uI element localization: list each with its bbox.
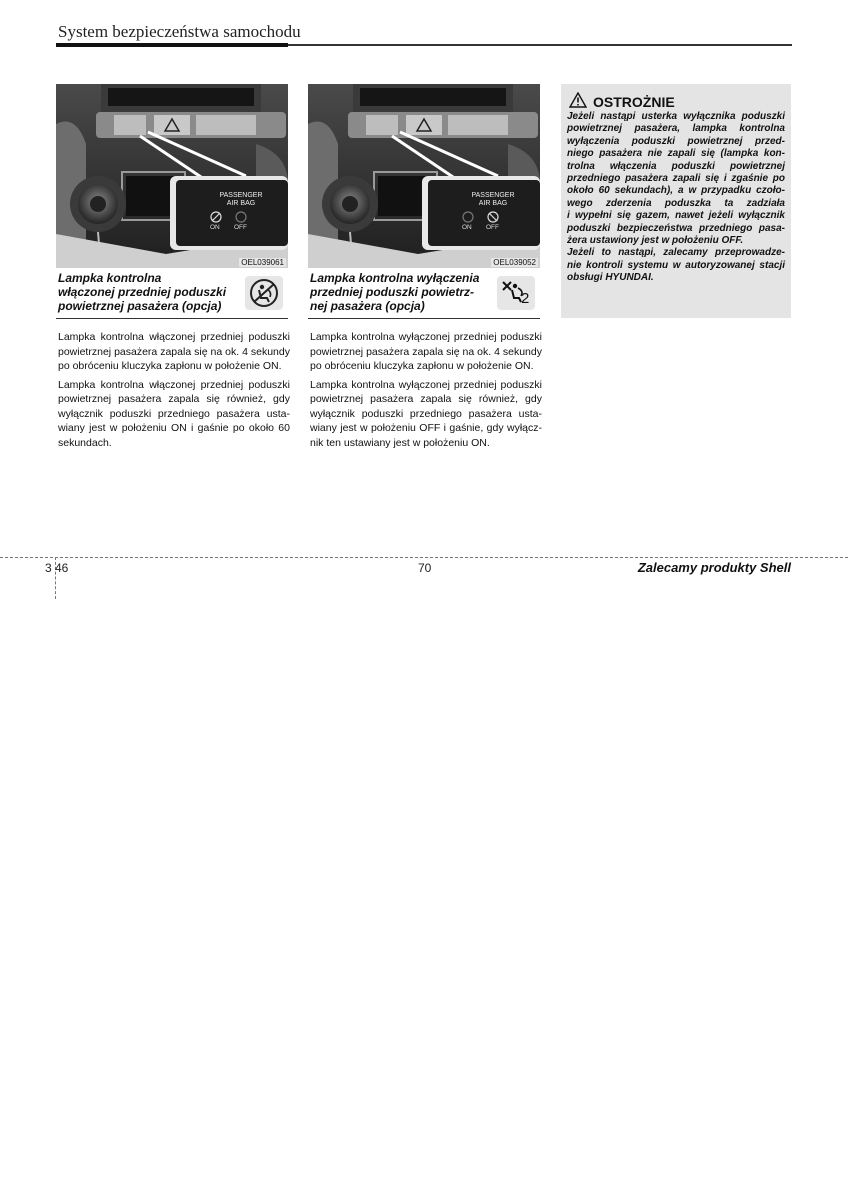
text-line: powietrznej pasażera zapala się również, gdy bbox=[58, 393, 290, 405]
caution-line: Jeżeli nastąpi usterka wyłącznika poduszki bbox=[567, 111, 785, 122]
caution-line: trolna włączenia poduszki powietrznej bbox=[567, 160, 785, 172]
caution-line: przedniego pasażera zapali się i zgaśnie po bbox=[567, 173, 785, 185]
caption-line: Lampka kontrolna wyłączenia bbox=[310, 271, 480, 285]
paragraph bbox=[310, 330, 542, 374]
panel-on-label: ON bbox=[462, 224, 472, 231]
panel-label-airbag: AIR BAG bbox=[478, 200, 508, 207]
caption-rule bbox=[56, 318, 288, 319]
panel-label-passenger: PASSENGER bbox=[471, 192, 515, 199]
caution-line: wego zderzenia poduszka ta zadziała bbox=[567, 197, 785, 209]
text-line: powietrznej pasażera zapala się na ok. 4 sekundy bbox=[310, 345, 542, 358]
passenger-airbag-on-icon bbox=[245, 276, 283, 310]
dashboard-photo-airbag-off bbox=[308, 84, 540, 268]
panel-off-label: OFF bbox=[234, 224, 247, 231]
text-line: wyłącznik poduszki przedniego pasażera usta- bbox=[58, 407, 290, 420]
panel-label-airbag: AIR BAG bbox=[226, 200, 256, 207]
paragraph bbox=[310, 378, 542, 451]
caution-text bbox=[567, 111, 785, 285]
figure-caption bbox=[310, 271, 495, 313]
text-line: wyłącznik poduszki przedniego pasażera usta- bbox=[310, 407, 542, 420]
header-rule-accent bbox=[56, 43, 288, 47]
text-line: wiany jest w położeniu OFF i gaśnie, gdy wyłącz- bbox=[310, 422, 542, 434]
body-text-airbag-off bbox=[310, 330, 542, 454]
page-header-title: System bezpieczeństwa samochodu bbox=[58, 22, 301, 41]
dashboard-photo-airbag-on bbox=[56, 84, 288, 268]
text-line: Lampka kontrolna wyłączonej przedniej poduszki bbox=[310, 378, 542, 391]
text-line: wiany jest w położeniu ON i gaśnie po około 60 bbox=[58, 422, 290, 434]
text-line: sekundach. bbox=[58, 436, 112, 449]
text-line: nik ten ustawiany jest w położeniu ON. bbox=[310, 436, 490, 449]
caption-line: nej pasażera (opcja) bbox=[310, 299, 425, 313]
figure-code: OEL039061 bbox=[241, 258, 284, 267]
text-line: po obróceniu kluczyka zapłonu w położenie ON. bbox=[310, 360, 534, 372]
text-line: powietrznej pasażera zapala się również, gdy bbox=[310, 393, 542, 405]
caption-line: Lampka kontrolna bbox=[58, 271, 162, 285]
figure-code: OEL039052 bbox=[493, 258, 536, 267]
caption-line: przedniej poduszki powietrz- bbox=[310, 285, 475, 299]
text-line: powietrznej pasażera zapala się na ok. 4 sekundy bbox=[58, 345, 290, 358]
warning-triangle-icon bbox=[569, 92, 587, 111]
caution-line: Jeżeli to nastąpi, zalecamy przeprowadze- bbox=[567, 247, 785, 259]
panel-off-label: OFF bbox=[486, 224, 499, 231]
page-number: 70 bbox=[418, 561, 432, 575]
passenger-airbag-off-icon bbox=[497, 276, 535, 310]
caution-line: żera ustawiony jest w położeniu OFF. bbox=[567, 235, 744, 247]
paragraph bbox=[58, 330, 290, 374]
footer-dashed-rule bbox=[0, 557, 848, 558]
caution-line: powietrznej pasażera, lampka kontrolna bbox=[567, 123, 785, 135]
caution-title: OSTROŻNIE bbox=[593, 93, 675, 110]
paragraph bbox=[58, 378, 290, 451]
caution-line: poduszki bezpieczeństwa przedniego pasa- bbox=[567, 222, 785, 234]
body-text-airbag-on bbox=[58, 330, 290, 454]
icon-digit: 2 bbox=[521, 290, 530, 307]
caution-line: nie kontroli systemu w autoryzowanej stacji bbox=[567, 259, 785, 271]
caption-rule bbox=[308, 318, 540, 319]
caution-line: niego pasażera nie zapali się (lampka kon- bbox=[567, 148, 785, 160]
caption-line: włączonej przedniej poduszki bbox=[58, 285, 227, 299]
caution-line: i wypełni się gazem, nawet jeżeli wyłącznik bbox=[567, 210, 785, 222]
panel-label-passenger: PASSENGER bbox=[219, 192, 263, 199]
text-line: po obróceniu kluczyka zapłonu w położenie ON. bbox=[58, 360, 282, 372]
caution-heading bbox=[569, 92, 675, 111]
caption-line: powietrznej pasażera (opcja) bbox=[58, 299, 222, 313]
text-line: Lampka kontrolna włączonej przedniej poduszki bbox=[58, 331, 290, 343]
caution-line: obsługi HYUNDAI. bbox=[567, 272, 654, 284]
section-page-label: 3 46 bbox=[45, 561, 69, 575]
panel-on-label: ON bbox=[210, 224, 220, 231]
figure-caption bbox=[58, 271, 238, 313]
caution-line: wyłączenia poduszki powietrznej przed- bbox=[567, 135, 785, 147]
caution-box bbox=[561, 84, 791, 318]
text-line: Lampka kontrolna wyłączonej przedniej poduszki bbox=[310, 331, 542, 343]
text-line: Lampka kontrolna włączonej przedniej poduszki bbox=[58, 378, 290, 391]
caution-line: około 60 sekundach), a w przypadku czoło- bbox=[567, 185, 785, 197]
footer-note: Zalecamy produkty Shell bbox=[637, 560, 791, 575]
